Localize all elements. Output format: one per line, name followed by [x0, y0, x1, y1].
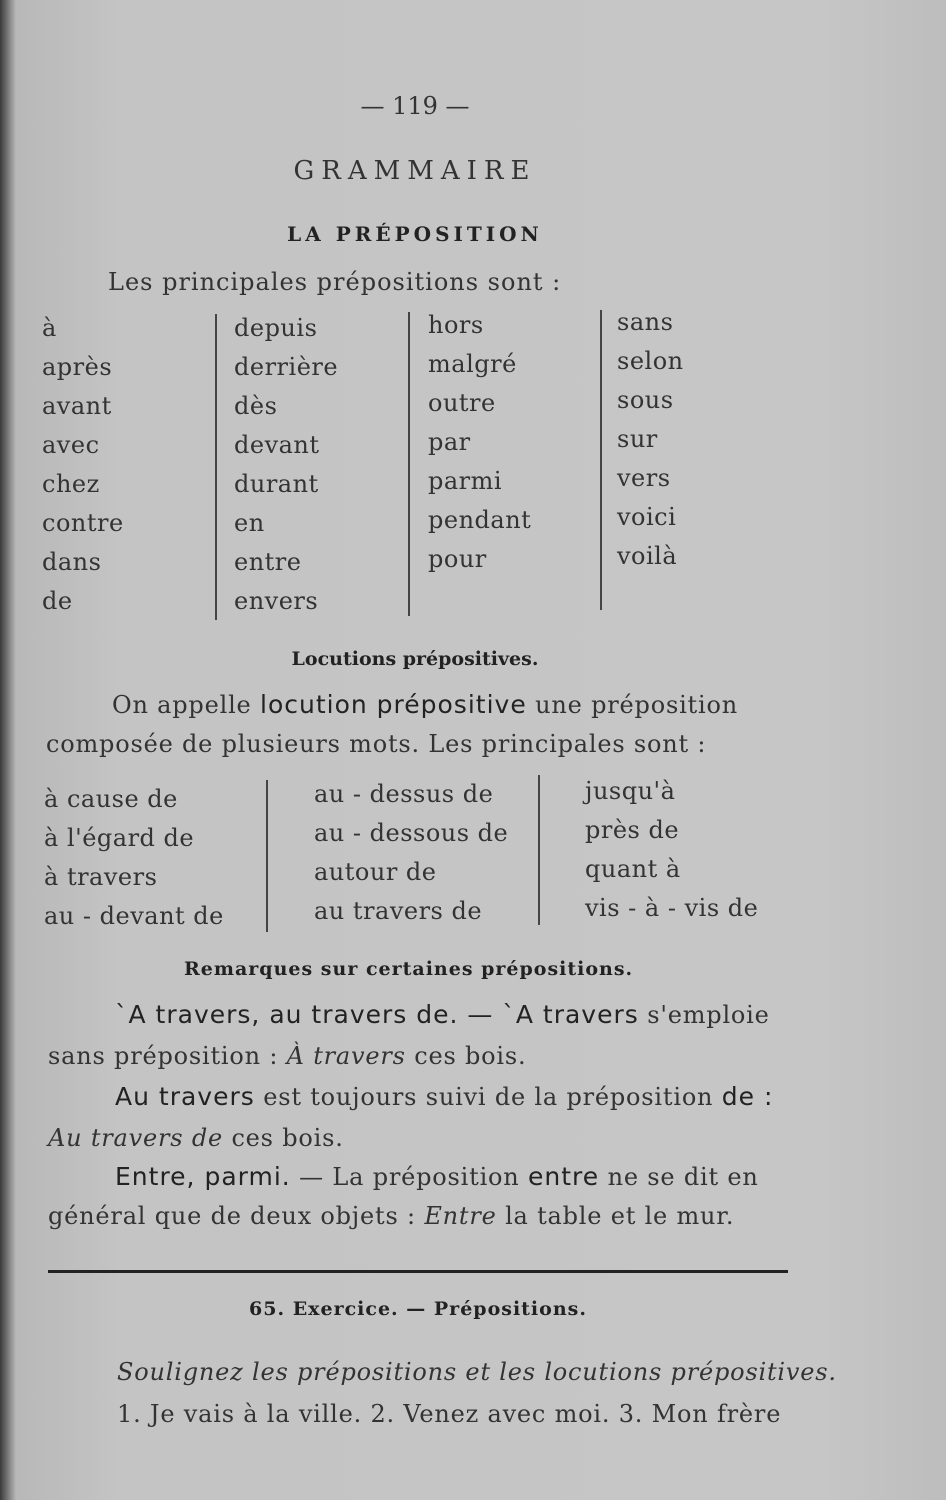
locutions-column-2: [314, 775, 508, 931]
preposition-item: hors: [428, 311, 484, 339]
preposition-item: durant: [234, 470, 319, 498]
term-locution-prepositive: locution prépositive: [260, 690, 527, 719]
preposition-item: sans: [617, 308, 674, 336]
preposition-item: dès: [234, 392, 278, 420]
preposition-item: vers: [617, 464, 671, 492]
prepositions-column-4: [617, 303, 684, 576]
column-divider: [408, 312, 410, 616]
exercise-heading: 65. Exercice. — Prépositions.: [249, 1298, 587, 1320]
column-divider: [538, 775, 540, 925]
preposition-item: sous: [617, 386, 674, 414]
locution-item: au - dessus de: [314, 780, 494, 808]
preposition-item: en: [234, 509, 265, 537]
section-title: GRAMMAIRE: [293, 156, 537, 186]
preposition-item: pour: [428, 545, 487, 573]
preposition-item: voici: [617, 503, 677, 531]
preposition-item: par: [428, 428, 471, 456]
preposition-item: avec: [42, 431, 100, 459]
column-divider: [215, 314, 217, 620]
locution-item: vis - à - vis de: [585, 894, 759, 922]
subsection-title: LA PRÉPOSITION: [287, 222, 543, 246]
exercise-instruction: Soulignez les prépositions et les locutions prépositives.: [117, 1358, 837, 1386]
preposition-item: pendant: [428, 506, 532, 534]
remarque-2-line-1: Au travers est toujours suivi de la préposition de :: [115, 1082, 774, 1111]
preposition-item: avant: [42, 392, 112, 420]
page-number: — 119 —: [360, 92, 470, 120]
locution-item: au - dessous de: [314, 819, 509, 847]
exercise-line-1: 1. Je vais à la ville. 2. Venez avec moi. 3. Mon frère: [117, 1400, 782, 1428]
prepositions-column-1: [42, 309, 124, 621]
term-a-travers: `A travers, au travers de. — `A travers: [115, 1000, 639, 1029]
preposition-item: envers: [234, 587, 319, 615]
remarque-2-line-2: Au travers de ces bois.: [48, 1124, 344, 1152]
locution-item: à l'égard de: [44, 824, 195, 852]
term-au-travers: Au travers: [115, 1082, 255, 1111]
column-divider: [600, 310, 602, 610]
remarque-1-line-1: `A travers, au travers de. — `A travers s'emploie: [115, 1000, 770, 1029]
preposition-item: outre: [428, 389, 496, 417]
locution-item: à travers: [44, 863, 158, 891]
section-divider: [48, 1270, 788, 1273]
locutions-column-3: [585, 772, 758, 928]
locution-item: quant à: [585, 855, 681, 883]
locutions-column-1: [44, 780, 224, 936]
locution-item: au - devant de: [44, 902, 224, 930]
locutions-heading: Locutions prépositives.: [291, 648, 539, 670]
preposition-item: selon: [617, 347, 684, 375]
preposition-item: sur: [617, 425, 658, 453]
locutions-paragraph-line-1: On appelle locution prépositive une préposition: [112, 690, 738, 719]
remarque-3-line-1: Entre, parmi. — La préposition entre ne se dit en: [115, 1162, 759, 1191]
locution-item: autour de: [314, 858, 437, 886]
preposition-item: derrière: [234, 353, 339, 381]
preposition-item: parmi: [428, 467, 503, 495]
preposition-item: depuis: [234, 314, 318, 342]
remarques-heading: Remarques sur certaines prépositions.: [184, 958, 634, 980]
preposition-item: après: [42, 353, 113, 381]
locution-item: près de: [585, 816, 680, 844]
locutions-paragraph-line-2: composée de plusieurs mots. Les principales sont :: [46, 730, 707, 758]
preposition-item: malgré: [428, 350, 517, 378]
locution-item: au travers de: [314, 897, 483, 925]
preposition-item: voilà: [617, 542, 678, 570]
remarque-1-line-2: sans préposition : À travers ces bois.: [48, 1042, 527, 1070]
preposition-item: dans: [42, 548, 102, 576]
column-divider: [266, 780, 268, 932]
preposition-item: devant: [234, 431, 320, 459]
term-entre-parmi: Entre, parmi.: [115, 1162, 291, 1191]
preposition-item: à: [42, 314, 57, 342]
preposition-item: chez: [42, 470, 100, 498]
intro-text: Les principales prépositions sont :: [108, 268, 562, 296]
remarque-3-line-2: général que de deux objets : Entre la table et le mur.: [48, 1202, 735, 1230]
prepositions-column-3: [428, 306, 531, 579]
locution-item: jusqu'à: [585, 777, 676, 805]
preposition-item: entre: [234, 548, 302, 576]
prepositions-column-2: [234, 309, 338, 621]
preposition-item: contre: [42, 509, 124, 537]
preposition-item: de: [42, 587, 73, 615]
locution-item: à cause de: [44, 785, 178, 813]
